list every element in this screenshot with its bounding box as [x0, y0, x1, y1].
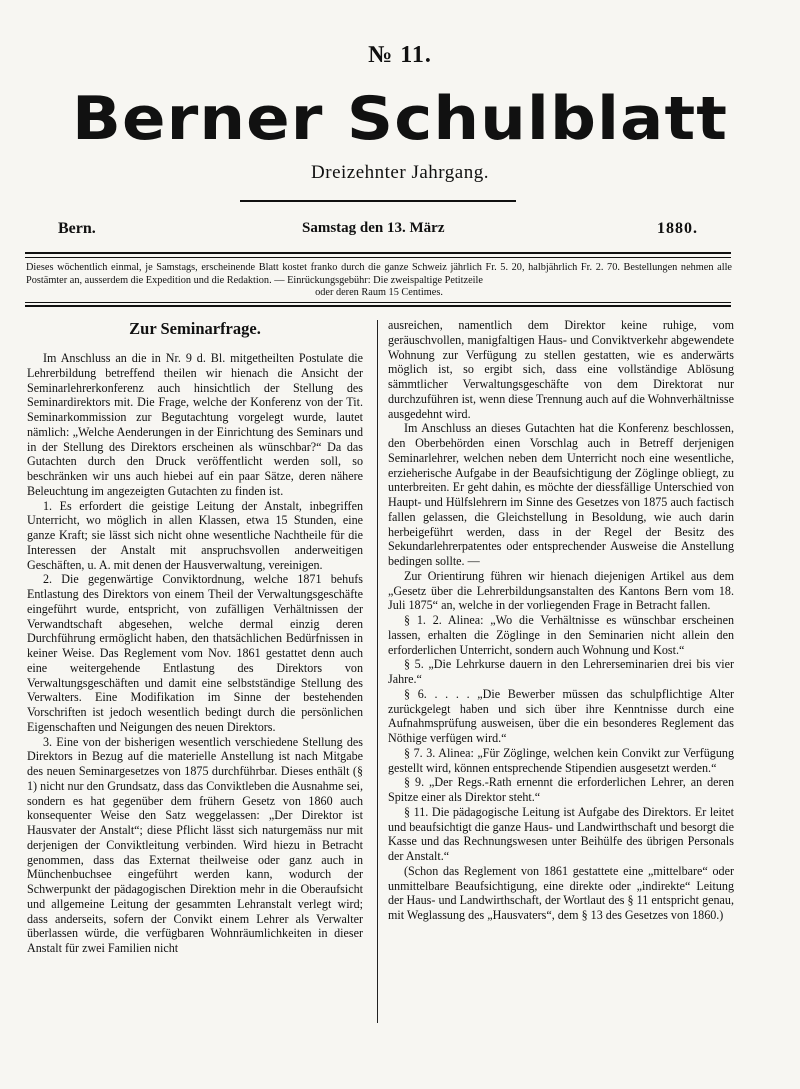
notice-rule-top [25, 302, 731, 303]
left-paragraph: 2. Die gegenwärtige Conviktordnung, welche 1871 behufs Entlastung des Direktors von einem Theil der Verwaltungsgeschäfte eingeführt wurde, entspricht, von zufälligen Verhältnissen der Verwandtschaft abgesehen, welche dermal einzig deren Durchführung ermöglicht haben, den thatsächlichen Bedürfnissen in keiner Weise. Das Reglement vom Nov. 1861 gestattet denn auch eine weitergehende Entlastung des Direktors von Verwaltungsgeschäften und damit eine selbstständige Stellung des Verwalters. Eine Modifikation im Sinne der bestehenden Vorschriften ist jedoch wesentlich bedingt durch die persönlichen Eigenschaften und Neigungen des neuen Direktors. [27, 572, 363, 734]
right-paragraph: § 7. 3. Alinea: „Für Zöglinge, welchen kein Convikt zur Verfügung gestellt wird, können entsprechende Stipendien ausgesetzt werden.“ [388, 745, 734, 775]
right-paragraph: Im Anschluss an dieses Gutachten hat die Konferenz beschlossen, den Oberbehörden einen Vorschlag auch in Betreff derjenigen Seminarlehrer, welchen neben dem Unterricht noch eine wesentliche, erzieherische Aufgabe in der Beaufsichtigung der Zöglinge obliegt, zu unterbreiten. Er geht dahin, es möchte der diessfällige Unterschied von Haupt- und Hülfslehrern im Sinne des Gesetzes von 1875 auch factisch fallen gelassen, die Gleichstellung in Besoldung, wie auch darin herbeigeführt werden, dass in der Regel der Besitz des Sekundarlehrerpatentes oder entsprechender Ausweise die Anstellung bedingen sollte. — [388, 421, 734, 568]
dateline-date: Samstag den 13. März [302, 220, 445, 236]
dateline-year: 1880. [657, 220, 698, 237]
header-double-rule [25, 252, 731, 258]
notice-line-1: Dieses wöchentlich einmal, je Samstags, erscheinende Blatt kostet franko durch die ganze Schweiz jährlich Fr. 5. 20, halbjährlich Fr. 2. 70. Bestellungen nehmen alle Postämter an, ausserdem die Expedition und die Redaktion. — Einrückungsgebühr: Die zweispaltige Petitzeile [26, 262, 732, 286]
right-paragraph: § 1. 2. Alinea: „Wo die Verhältnisse es wünschbar erscheinen lassen, erhalten die Zöglinge in den Seminarien nicht allein den erforderlichen Unterricht, sondern auch Wohnung und Kost.“ [388, 613, 734, 657]
left-paragraph: Im Anschluss an die in Nr. 9 d. Bl. mitgetheilten Postulate die Lehrerbildung betreffend theilen wir hienach die Ansicht der Seminarlehrerkonferenz auch hinsichtlich der Stellung des Seminardirektors mit. Die Frage, welche der Konferenz von der Tit. Seminarkommission zur Begutachtung vorgelegt wurde, lautet nämlich: „Welche Aenderungen in der Einrichtung des Seminars und in der Stellung des Direktors erscheinen als wünschbar?“ Da das Gutachten durch den Druck veröffentlicht werden soll, so beschränken wir uns auch hiebei auf ein paar Sätze, deren nähere Beleuchtung im angezeigten Gutachten zu finden ist. [27, 351, 363, 498]
article-title: Zur Seminarfrage. [129, 319, 261, 338]
right-paragraph: § 9. „Der Regs.-Rath ernennt die erforderlichen Lehrer, an deren Spitze einer als Direktor steht.“ [388, 775, 734, 804]
dateline [58, 220, 698, 242]
subscription-notice [26, 262, 732, 300]
issue-number: № 11. [368, 42, 432, 68]
left-paragraph: 3. Eine von der bisherigen wesentlich verschiedene Stellung des Direktors in Bezug auf die materielle Anstellung ist nach Mitgabe des neuen Seminargesetzes von 1875 durchführbar. Dieses enthält (§ 1) nicht nur den Grundsatz, dass das Conviktleben die Ausnahme sei, sondern es hat gegenüber dem frühern Gesetz von 1860 auch konsequenter Weise den Satz weggelassen: „Der Direktor ist Hausvater der Anstalt“; diese Pflicht lässt sich naturgemäss nur mit derjenigen der Conviktleitung verbinden. Wird hiezu in Betracht genommen, dass das Externat theilweise oder ganz auch in Münchenbuchsee eingeführt werden kann, wodurch der Schwerpunkt der pädagogischen Direktion mehr in die Oberaufsicht und allgemeine Leitung der gesammten Lehranstalt verlegt wird; dass anderseits, sofern der Convikt einem Lehrer als Verwalter überlassen würde, die verfügbaren Wohnräumlichkeiten in dieser Anstalt für zwei Familien nicht [27, 734, 363, 955]
notice-line-2: oder deren Raum 15 Centimes. [315, 287, 443, 298]
right-column [388, 318, 734, 923]
left-paragraph: 1. Es erfordert die geistige Leitung der Anstalt, inbegriffen Unterricht, wo möglich in allen Klassen, etwa 15 Stunden, eine ganze Kraft; sie lässt sich nicht ohne wesentliche Nachtheile für die Interessen der Anstalt mit anspruchsvollen anderweitigen Geschäften, u. A. mit denen der Hausverwaltung, vereinigen. [27, 498, 363, 572]
right-paragraph: § 11. Die pädagogische Leitung ist Aufgabe des Direktors. Er leitet und beaufsichtigt die ganze Haus- und Landwirthschaft und besorgt die Kasse und das Rechnungswesen unter Beihülfe des übrigen Personals der Anstalt.“ [388, 804, 734, 863]
masthead-title: Berner Schulblatt [72, 84, 728, 154]
dateline-place: Bern. [58, 220, 96, 237]
right-paragraph: § 6. . . . . „Die Bewerber müssen das schulpflichtige Alter zurückgelegt haben und sich über ihre Kenntnisse durch eine Aufnahmsprüfung ausweisen, über die ein besonderes Reglement das Nöthige verfügen wird.“ [388, 686, 734, 745]
column-divider [377, 320, 378, 1023]
right-paragraph: Zur Orientirung führen wir hienach diejenigen Artikel aus dem „Gesetz über die Lehrerbildungsanstalten des Kantons Bern vom 18. Juli 1875“ an, welche in der vorliegenden Frage in Betracht fallen. [388, 568, 734, 613]
left-column [27, 318, 363, 956]
masthead-divider [240, 200, 516, 202]
volume-line: Dreizehnter Jahrgang. [311, 162, 489, 183]
notice-rule-bottom [25, 305, 731, 307]
right-paragraph: § 5. „Die Lehrkurse dauern in den Lehrerseminarien drei bis vier Jahre.“ [388, 657, 734, 686]
right-paragraph: (Schon das Reglement von 1861 gestattete eine „mittelbare“ oder unmittelbare Beaufsichtigung, eine direkte oder „indirekte“ Leitung der Haus- und Landwirthschaft, der Wortlaut des § 11 entspricht genau, mit Weglassung des „Hausvaters“, dem § 13 des Gesetzes von 1860.) [388, 863, 734, 922]
right-paragraph: ausreichen, namentlich dem Direktor keine ruhige, vom geräuschvollen, manigfaltigen Haus- und Conviktverkehr abgewendete Wohnung zur Verfügung zu stellen gestatten, wie es anderwärts möglich ist, so ergibt sich, dass eine vollständige Ablösung sämmtlicher Verwaltungsgeschäfte von dem Direktorat nur durchzuführen ist, wenn diese Trennung auch auf die Wohnverhältnisse ausgedehnt wird. [388, 318, 734, 421]
